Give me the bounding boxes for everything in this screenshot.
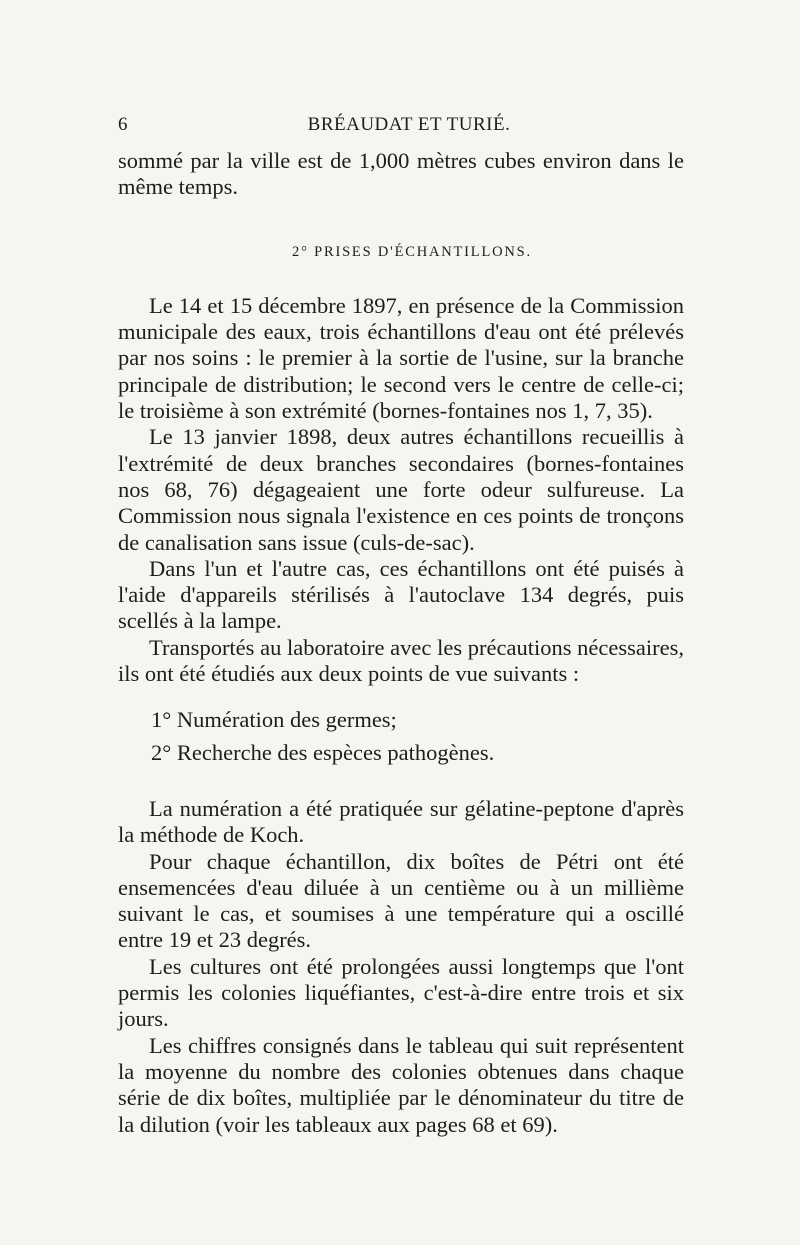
page-number: 6 (118, 114, 128, 135)
page-header (118, 114, 684, 144)
paragraph-table-figures: Les chiffres consignés dans le tableau qui suit représentent la moyenne du nombre des colonies obtenues dans chaque série de dix boîtes, multipliée par le dénominateur du titre de la dilution (voir les tableaux aux pages 68 et 69). (118, 1032, 684, 1137)
paragraph-cultures: Les cultures ont été prolongées aussi longtemps que l'ont permis les colonies liquéfiantes, c'est-à-dire entre trois et six jours. (118, 953, 684, 1032)
paragraph-laboratory: Transportés au laboratoire avec les précautions nécessaires, ils ont été étudiés aux deux points de vue suivants : (118, 634, 684, 687)
running-title: BRÉAUDAT ET TURIÉ. (307, 114, 511, 135)
study-points-list (118, 707, 684, 766)
paragraph-petri-dishes: Pour chaque échantillon, dix boîtes de Pétri ont été ensemencées d'eau diluée à un centième ou à un millième suivant le cas, et soumises à une température qui a oscillé entre 19 et 23 degrés. (118, 848, 684, 953)
intro-paragraph: sommé par la ville est de 1,000 mètres cubes environ dans le même temps. (118, 148, 684, 200)
page-body (118, 148, 684, 1138)
section-heading: 2° PRISES D'ÉCHANTILLONS. (292, 243, 532, 260)
paragraph-sterile-apparatus: Dans l'un et l'autre cas, ces échantillons ont été puisés à l'aide d'appareils stérilisés à l'autoclave 134 degrés, puis scellés à la lampe. (118, 555, 684, 634)
paragraph-sampling-january: Le 13 janvier 1898, deux autres échantillons recueillis à l'extrémité de deux branches secondaires (bornes-fontaines nos 68, 76) dégageaient une forte odeur sulfureuse. La Commission nous signala l'existence en ces points de tronçons de canalisation sans issue (culs-de-sac). (118, 424, 684, 555)
list-item: 2° Recherche des espèces pathogènes. (151, 739, 495, 765)
paragraph-koch-method: La numération a été pratiquée sur gélatine-peptone d'après la méthode de Koch. (118, 795, 684, 848)
list-item: 1° Numération des germes; (151, 707, 397, 733)
paragraph-sampling-december: Le 14 et 15 décembre 1897, en présence de la Commission municipale des eaux, trois échantillons d'eau ont été prélevés par nos soins : le premier à la sortie de l'usine, sur la branche principale de distribution; le second vers le centre de celle-ci; le troisième à son extrémité (bornes-fontaines nos 1, 7, 35). (118, 292, 684, 424)
